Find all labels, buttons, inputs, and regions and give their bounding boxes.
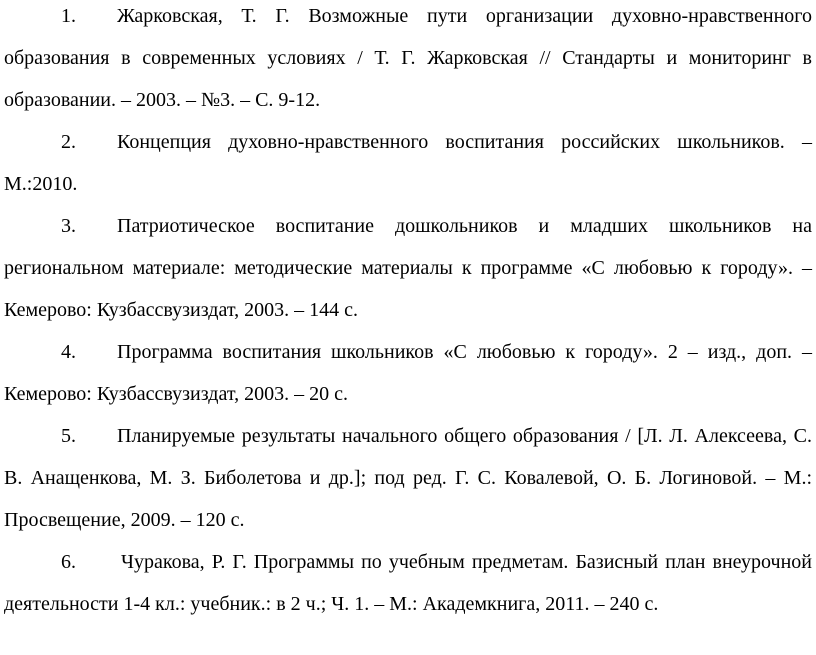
reference-number: 4. [61, 341, 76, 363]
reference-item-2 [4, 121, 812, 205]
reference-number: 1. [61, 5, 76, 27]
reference-number: 5. [61, 425, 76, 447]
reference-number: 2. [61, 131, 76, 153]
reference-text: Программа воспитания школьников «С любовью к городу». 2 – изд., доп. – Кемерово: Кузбассвузиздат, 2003. – 20 с. [4, 341, 812, 405]
reference-text: Патриотическое воспитание дошкольников и младших школьников на региональном материале: методические материалы к программе «С любовью к городу». – Кемерово: Кузбассвузиздат, 2003. – 144 с. [4, 215, 812, 321]
reference-text: Чуракова, Р. Г. Программы по учебным предметам. Базисный план внеурочной деятельности 1-4 кл.: учебник.: в 2 ч.; Ч. 1. – М.: Академкнига, 2011. – 240 с. [4, 551, 812, 615]
reference-text: Планируемые результаты начального общего образования / [Л. Л. Алексеева, С. В. Анащенкова, М. З. Биболетова и др.]; под ред. Г. С. Ковалевой, О. Б. Логиновой. – М.: Просвещение, 2009. – 120 с. [4, 425, 812, 531]
reference-number: 3. [61, 215, 76, 237]
reference-item-4 [4, 331, 812, 415]
reference-text: Жарковская, Т. Г. Возможные пути организации духовно-нравственного образования в современных условиях / Т. Г. Жарковская // Стандарты и мониторинг в образовании. – 2003. – №3. – С. 9-12. [4, 5, 812, 111]
reference-item-6 [4, 541, 812, 625]
reference-number: 6. [61, 551, 76, 573]
reference-text: Концепция духовно-нравственного воспитания российских школьников. – М.:2010. [4, 131, 812, 195]
reference-item-3 [4, 205, 812, 331]
reference-item-5 [4, 415, 812, 541]
reference-item-1 [4, 0, 812, 121]
reference-list [4, 0, 812, 625]
